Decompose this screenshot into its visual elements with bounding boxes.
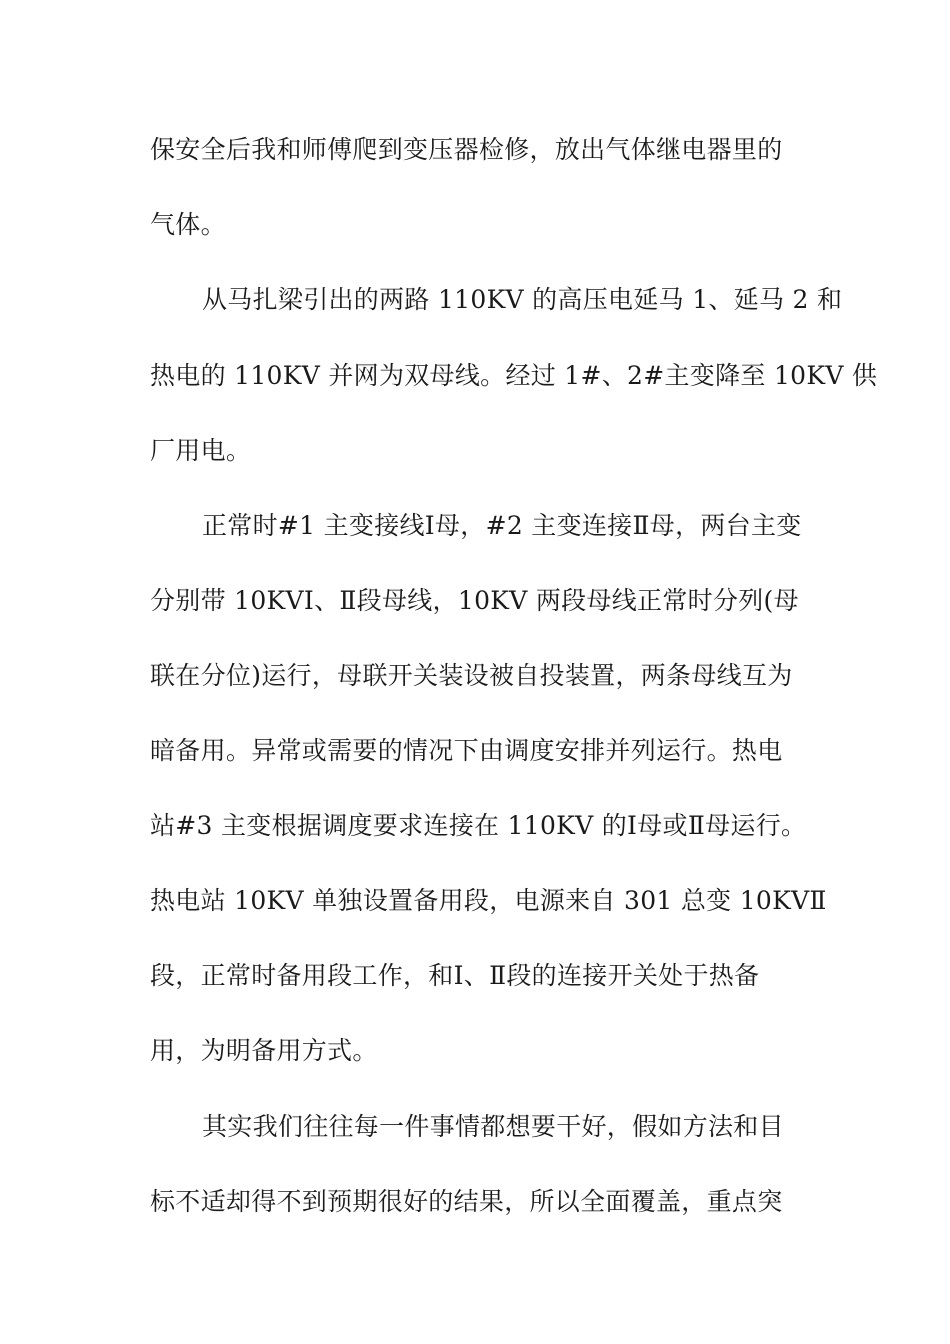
text-line: 厂用电。 xyxy=(150,436,252,465)
text-line: 保安全后我和师傅爬到变压器检修，放出气体继电器里的 xyxy=(150,135,783,164)
text-line: 热电站 10KV 单独设置备用段，电源来自 301 总变 10KVⅡ xyxy=(150,886,827,915)
text-line: 气体。 xyxy=(150,210,226,239)
text-line: 标不适却得不到预期很好的结果，所以全面覆盖，重点突 xyxy=(150,1187,783,1216)
paragraph-start-line: 正常时#1 主变接线Ⅰ母，#2 主变连接Ⅱ母，两台主变 xyxy=(202,511,802,540)
text-line: 用，为明备用方式。 xyxy=(150,1036,378,1065)
text-line: 热电的 110KV 并网为双母线。经过 1#、2#主变降至 10KV 供 xyxy=(150,361,878,390)
text-line: 联在分位)运行，母联开关装设被自投装置，两条母线互为 xyxy=(150,661,793,690)
paragraph-start-line: 从马扎梁引出的两路 110KV 的高压电延马 1、延马 2 和 xyxy=(202,285,843,314)
text-line: 段，正常时备用段工作，和Ⅰ、Ⅱ段的连接开关处于热备 xyxy=(150,961,760,990)
text-line: 分别带 10KVⅠ、Ⅱ段母线，10KV 两段母线正常时分列(母 xyxy=(150,586,799,615)
paragraph-start-line: 其实我们往往每一件事情都想要干好，假如方法和目 xyxy=(202,1112,784,1141)
text-line: 暗备用。异常或需要的情况下由调度安排并列运行。热电 xyxy=(150,736,783,765)
text-line: 站#3 主变根据调度要求连接在 110KV 的Ⅰ母或Ⅱ母运行。 xyxy=(150,811,807,840)
